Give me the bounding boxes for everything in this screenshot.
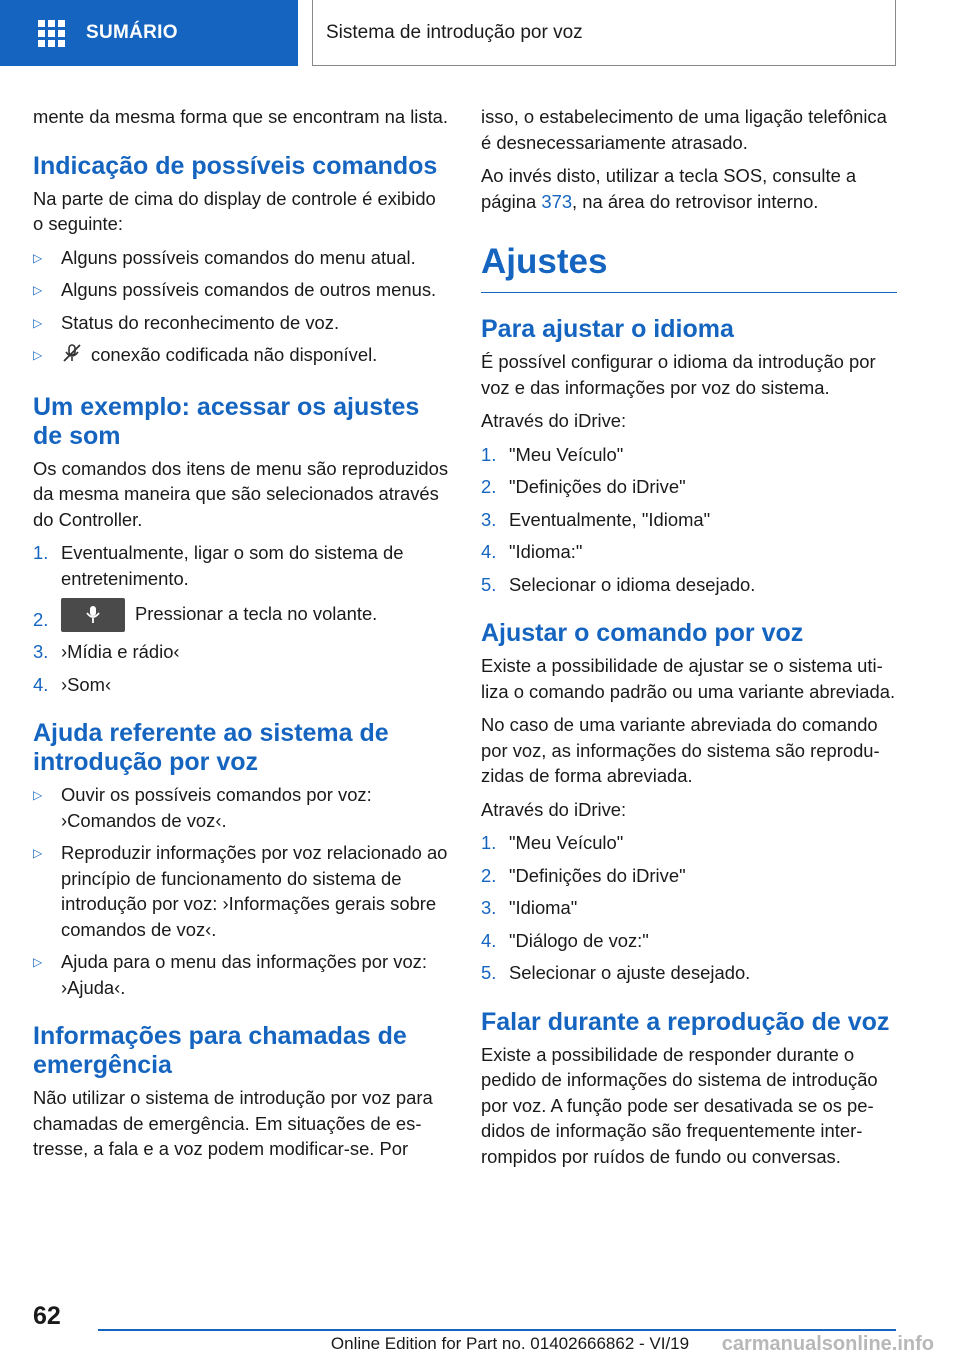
- list-item: ▷ Reproduzir informações por voz relacionado ao princípio de funcionamento do sistema de introdução por voz: ›Informações gerais sobre comandos de voz‹.: [33, 842, 448, 940]
- list-item: 4. "Idioma:": [481, 541, 583, 562]
- grid-menu-icon: [38, 20, 65, 47]
- heading-sound-example: Um exemplo: acessar os ajustes de som: [33, 392, 420, 450]
- right-column: [481, 104, 897, 1177]
- paragraph: Os comandos dos itens de menu são reproduzidos da mesma maneira que são selecionados através do Controller.: [33, 457, 449, 530]
- list-item: 5. Selecionar o ajuste desejado.: [481, 962, 751, 983]
- page-link[interactable]: 373: [541, 190, 573, 212]
- heading-talk-during-playback: Falar durante a reprodução de voz: [481, 1007, 890, 1036]
- paragraph: Existe a possibilidade de ajustar se o sistema utiliza o comando padrão ou uma variante abreviada.: [481, 655, 896, 702]
- paragraph: No caso de uma variante abreviada do comando por voz, as informações do sistema são reproduzidas de forma abreviada.: [481, 714, 880, 786]
- summary-button[interactable]: [0, 0, 298, 66]
- triangle-bullet-icon: ▷: [33, 315, 43, 330]
- list-item: 3. Eventualmente, "Idioma": [481, 508, 711, 530]
- list-item: 2. "Definições do iDrive": [481, 864, 686, 886]
- list-item: 3. ›Mídia e rádio‹: [33, 641, 180, 662]
- list-item: 1. "Meu Veículo": [481, 443, 624, 465]
- triangle-bullet-icon: ▷: [33, 788, 43, 802]
- paragraph: Não utilizar o sistema de introdução por voz para chamadas de emergência. Em situações de estresse, a fala e a voz podem modificar-se. Por: [33, 1087, 433, 1159]
- list-item: ▷ Ouvir os possíveis comandos por voz: ›Comandos de voz‹.: [33, 784, 372, 831]
- triangle-bullet-icon: ▷: [33, 348, 43, 362]
- page-number: 62: [33, 1302, 61, 1330]
- summary-label: SUMÁRIO: [86, 22, 178, 43]
- bullet-list: [33, 245, 449, 371]
- footer-divider: [98, 1329, 896, 1331]
- list-item: 2. Pressionar a tecla no volante.: [33, 598, 449, 632]
- bullet-list: [33, 782, 449, 1000]
- section-title: Sistema de introdução por voz: [326, 21, 583, 43]
- list-item: 5. Selecionar o idioma desejado.: [481, 573, 756, 595]
- left-column: [33, 104, 449, 1170]
- paragraph: Através do iDrive:: [481, 410, 627, 431]
- triangle-bullet-icon: ▷: [33, 250, 43, 265]
- crossed-microphone-icon: [61, 342, 83, 371]
- triangle-bullet-icon: ▷: [33, 846, 43, 860]
- triangle-bullet-icon: ▷: [33, 283, 43, 297]
- section-header: [312, 0, 896, 66]
- heading-emergency: Informações para chamadas de emergência: [33, 1022, 407, 1079]
- triangle-bullet-icon: ▷: [33, 955, 43, 969]
- list-item: 2. "Definições do iDrive": [481, 476, 686, 497]
- footer-edition: Online Edition for Part no. 01402666862 - VI/19: [330, 1334, 690, 1353]
- paragraph: Através do iDrive:: [481, 798, 627, 820]
- paragraph: isso, o estabelecimento de uma ligação telefônica é desnecessariamente atrasado.: [481, 106, 887, 153]
- list-item: 1. Eventualmente, ligar o som do sistema de entretenimento.: [33, 542, 404, 589]
- watermark: carmanualsonline.info: [721, 1333, 934, 1355]
- numbered-list: [481, 442, 897, 598]
- list-item: ▷ Alguns possíveis comandos do menu atual.: [33, 246, 416, 268]
- list-item: ▷ Ajuda para o menu das informações por voz: ›Ajuda‹.: [33, 951, 427, 998]
- list-item: ▷ conexão codificada não disponível.: [33, 342, 449, 371]
- list-item: 3. "Idioma": [481, 897, 578, 918]
- list-item: ▷ Alguns possíveis comandos de outros menus.: [33, 279, 437, 300]
- paragraph: Ao invés disto, utilizar a tecla SOS, consulte a página 373, na área do retrovisor interno.: [481, 165, 857, 212]
- list-item: 1. "Meu Veículo": [481, 832, 624, 853]
- heading-possible-commands: Indicação de possíveis comandos: [33, 151, 438, 180]
- heading-set-language: Para ajustar o idioma: [481, 315, 734, 343]
- paragraph: É possível configurar o idioma da introdução por voz e das informações por voz do sistema.: [481, 351, 876, 398]
- list-item: 4. ›Som‹: [33, 673, 112, 695]
- heading-voice-help: Ajuda referente ao sistema de introdução por voz: [33, 719, 389, 776]
- numbered-list: [481, 830, 897, 986]
- paragraph: Existe a possibilidade de responder durante o pedido de informações do sistema de introdução por voz. A função pode ser desativada se os pedidos de informação são frequentemente interrompidos por ruídos de fundo ou conversas.: [481, 1043, 878, 1167]
- list-item: ▷ Status do reconhecimento de voz.: [33, 311, 340, 333]
- intro-text: mente da mesma forma que se encontram na lista.: [33, 106, 449, 127]
- heading-voice-command: Ajustar o comando por voz: [481, 619, 804, 647]
- numbered-list: [33, 540, 449, 697]
- paragraph: Na parte de cima do display de controle é exibido o seguinte:: [33, 187, 436, 234]
- heading-settings: Ajustes: [481, 242, 897, 293]
- list-item: 4. "Diálogo de voz:": [481, 929, 649, 951]
- voice-button-icon: [61, 598, 125, 632]
